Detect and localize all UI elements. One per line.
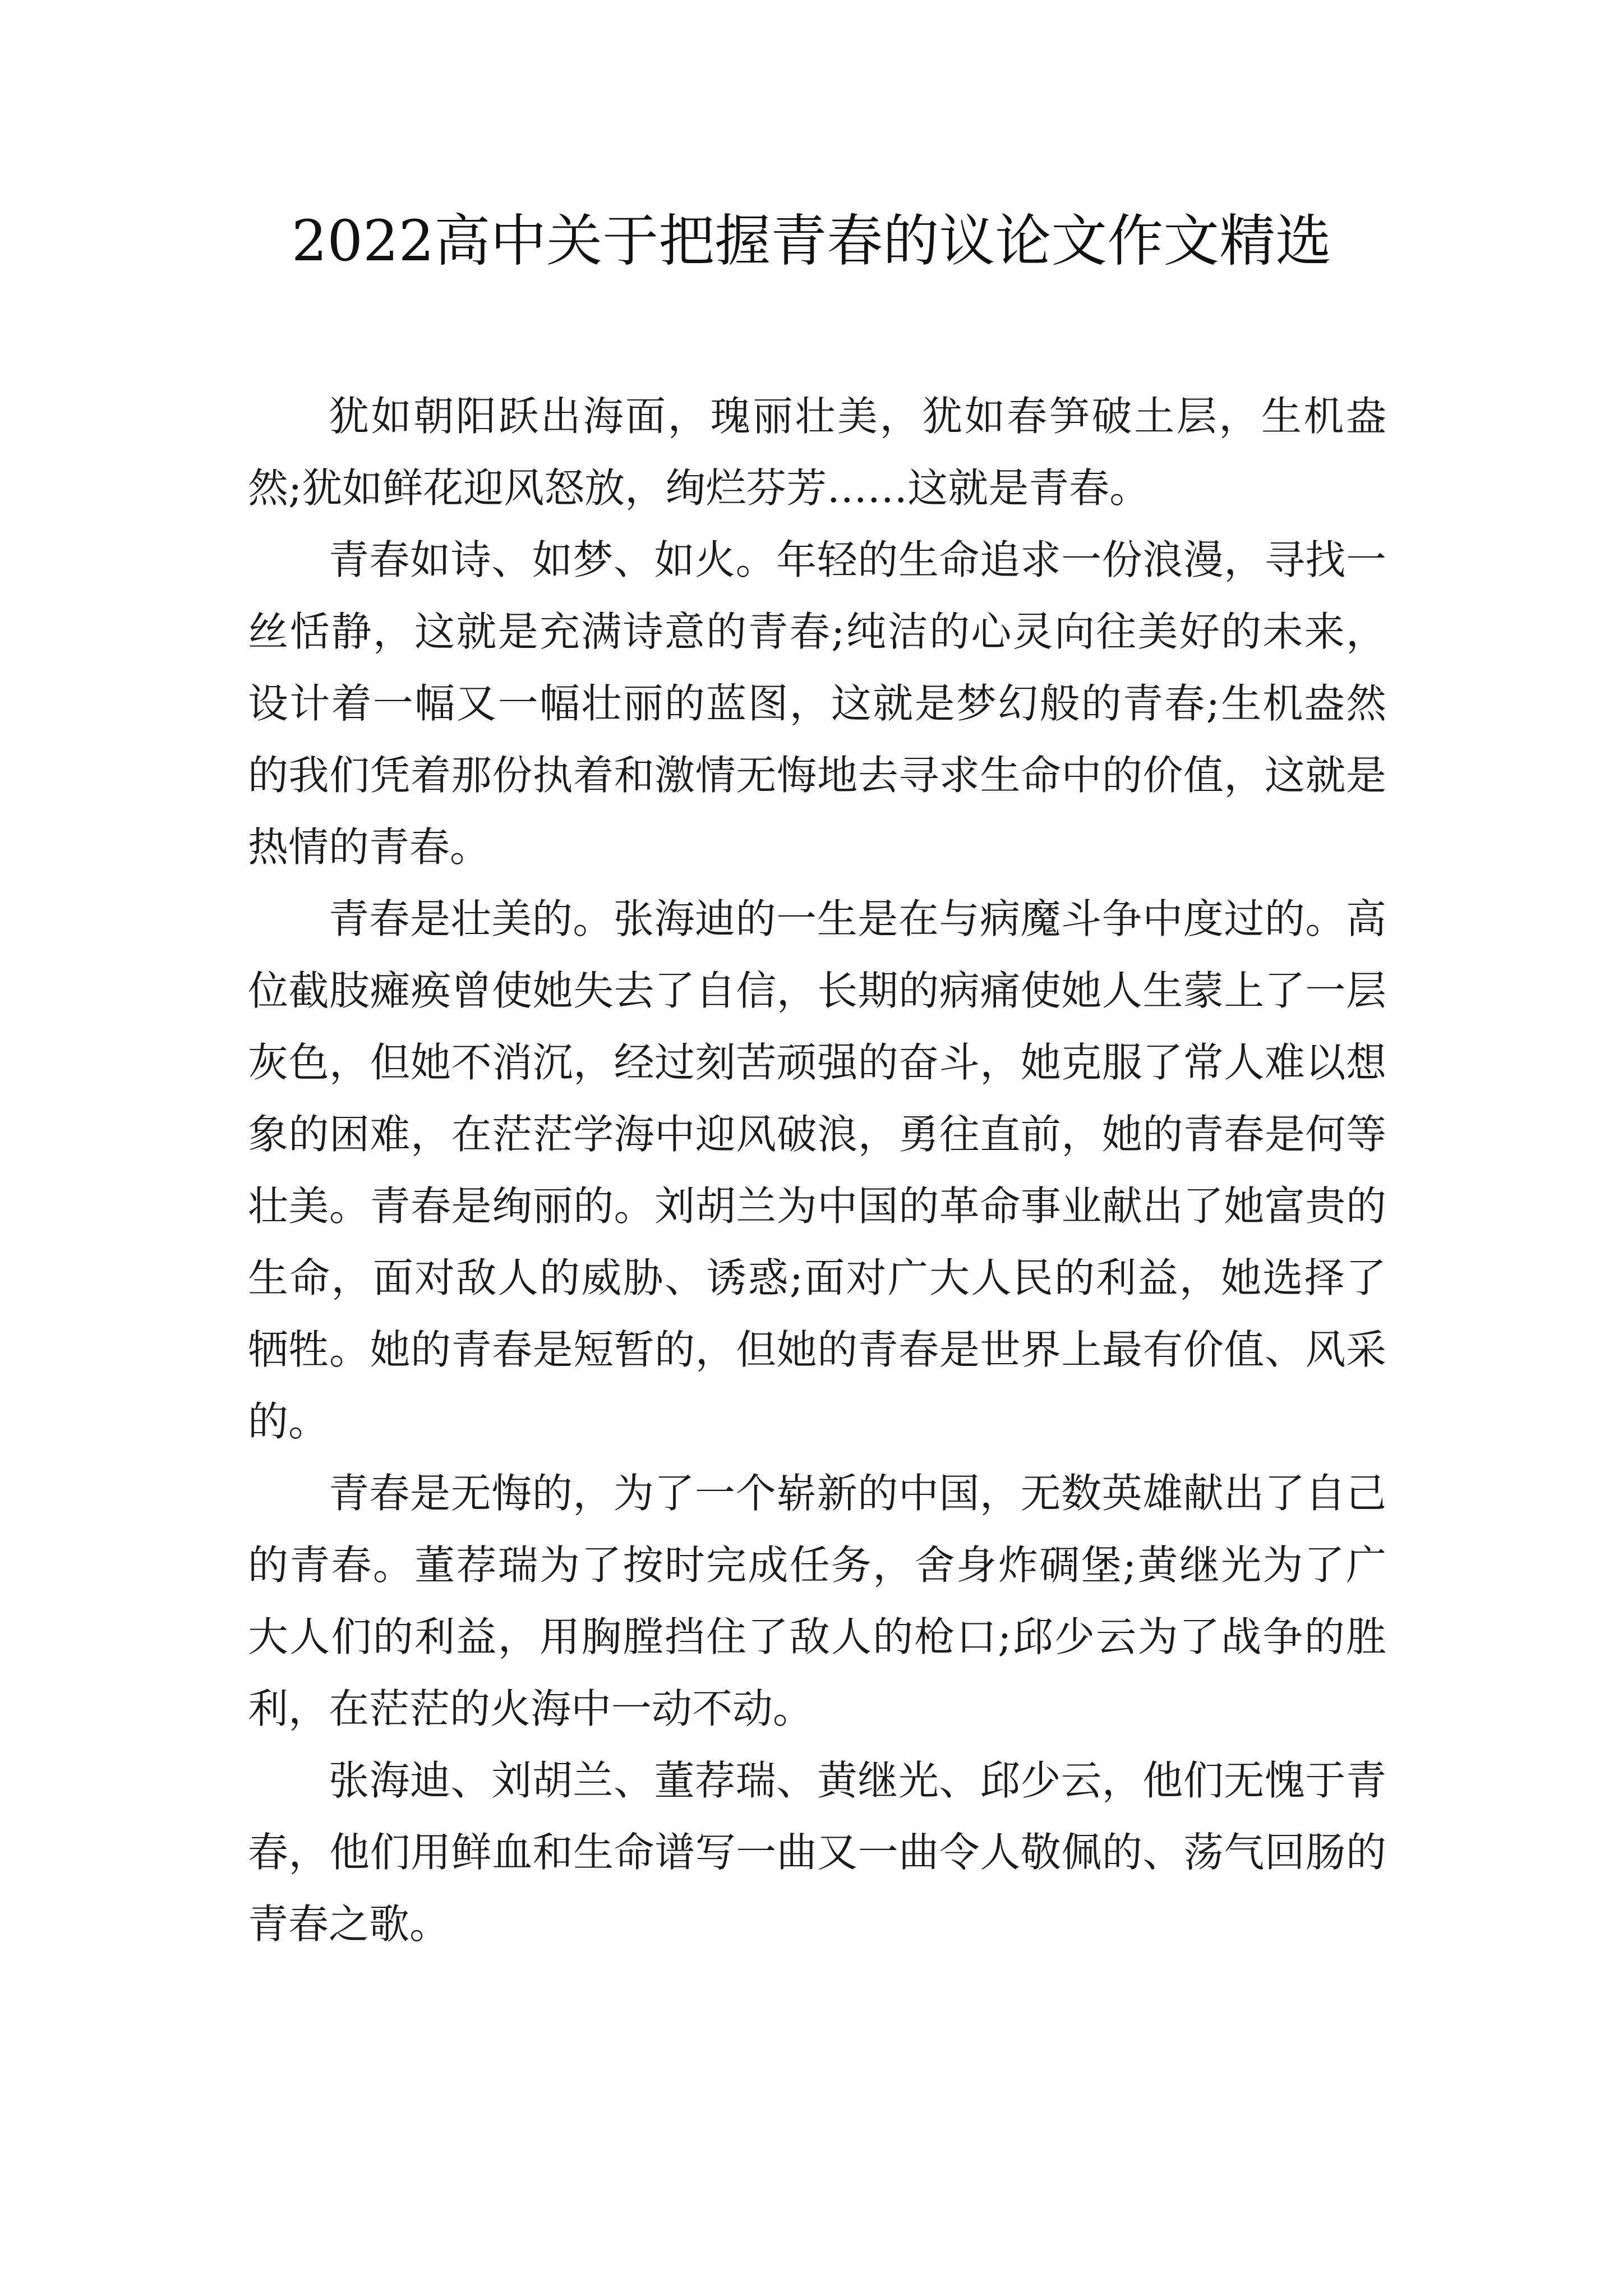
document-title: 2022高中关于把握青春的议论文作文精选 [291, 208, 1332, 274]
document-body [248, 380, 1386, 1960]
paragraph: 青春如诗、如梦、如火。年轻的生命追求一份浪漫，寻找一丝恬静，这就是充满诗意的青春;纯洁的心灵向往美好的未来，设计着一幅又一幅壮丽的蓝图，这就是梦幻般的青春;生机盎然的我们凭着那份执着和激情无悔地去寻求生命中的价值，这就是热情的青春。 [248, 536, 1386, 871]
paragraph: 青春是无悔的，为了一个崭新的中国，无数英雄献出了自己的青春。董荐瑞为了按时完成任务，舍身炸碉堡;黄继光为了广大人们的利益，用胸膛挡住了敌人的枪口;邱少云为了战争的胜利，在茫茫的火海中一动不动。 [248, 1470, 1386, 1732]
paragraph: 张海迪、刘胡兰、董荐瑞、黄继光、邱少云，他们无愧于青春，他们用鲜血和生命谱写一曲又一曲令人敬佩的、荡气回肠的青春之歌。 [248, 1757, 1386, 1948]
paragraph: 犹如朝阳跃出海面，瑰丽壮美，犹如春笋破土层，生机盎然;犹如鲜花迎风怒放，绚烂芬芳……这就是青春。 [248, 393, 1386, 512]
paragraph: 青春是壮美的。张海迪的一生是在与病魔斗争中度过的。高位截肢瘫痪曾使她失去了自信，长期的病痛使她人生蒙上了一层灰色，但她不消沉，经过刻苦顽强的奋斗，她克服了常人难以想象的困难，在茫茫学海中迎风破浪，勇往直前，她的青春是何等壮美。青春是绚丽的。刘胡兰为中国的革命事业献出了她富贵的生命，面对敌人的威胁、诱惑;面对广大人民的利益，她选择了牺牲。她的青春是短暂的，但她的青春是世界上最有价值、风采的。 [248, 895, 1386, 1445]
